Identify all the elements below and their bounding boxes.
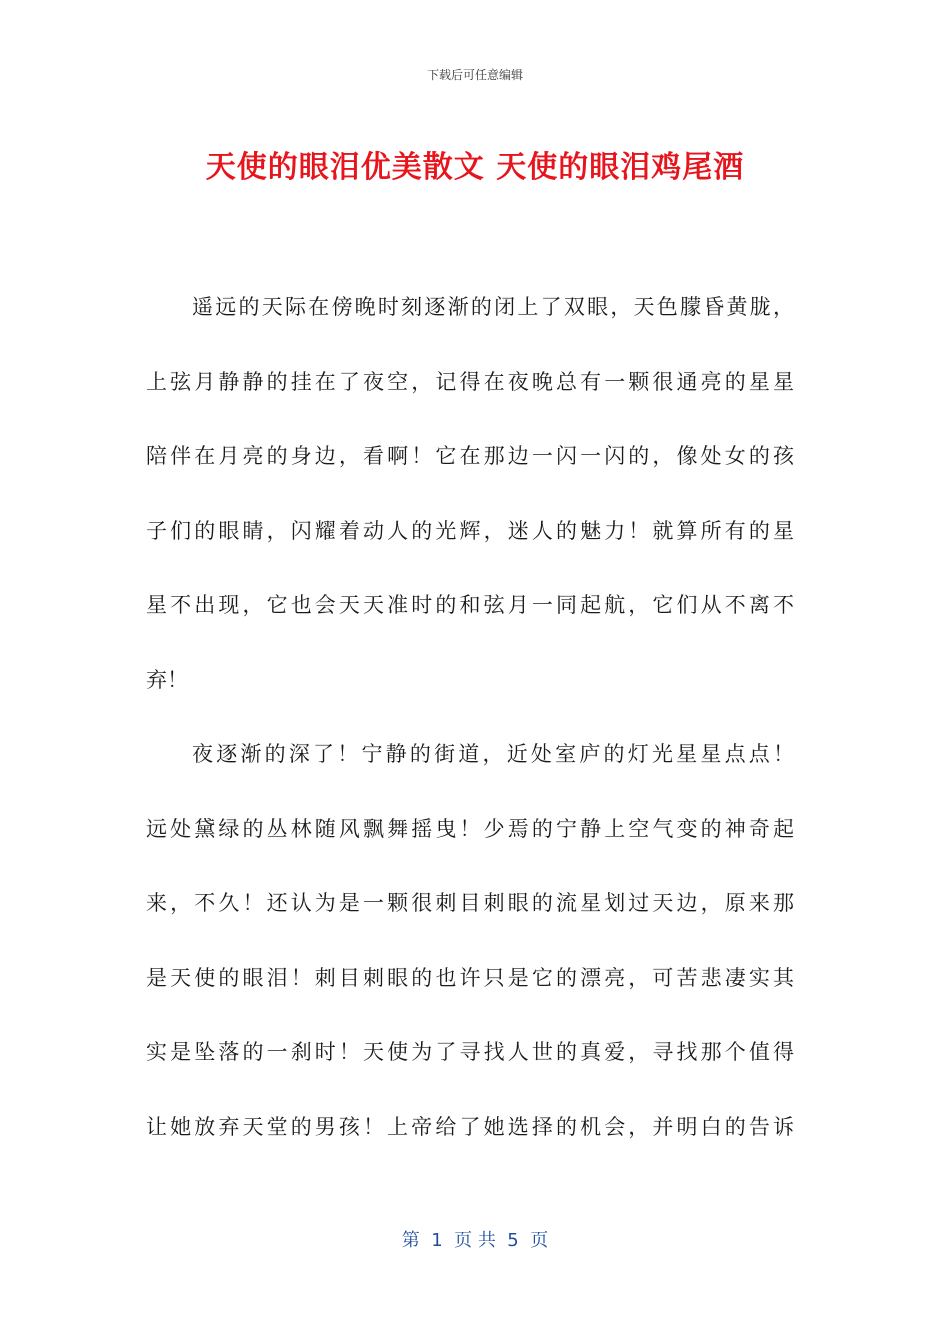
header-note: 下载后可任意编辑 [426, 68, 523, 82]
text-line: 陪伴在月亮的身边，看啊！它在那边一闪一闪的，像处女的孩 [146, 444, 794, 468]
document-body [146, 270, 794, 1164]
text-line: 弃！ [146, 667, 188, 692]
text-line: 遥远的天际在傍晚时刻逐渐的闭上了双眼，天色朦昏黄胧， [192, 295, 794, 319]
text-line: 远处黛绿的丛林随风飘舞摇曳！少焉的宁静上空气变的神奇起 [146, 816, 794, 841]
page-number: 第 1 页 共 5 页 [401, 1230, 549, 1251]
document-title: 天使的眼泪优美散文 天使的眼泪鸡尾酒 [205, 150, 745, 185]
text-line: 子们的眼睛，闪耀着动人的光辉，迷人的魅力！就算所有的星 [146, 518, 794, 543]
text-line: 星不出现，它也会天天准时的和弦月一同起航，它们从不离不 [146, 593, 794, 617]
text-line: 夜逐渐的深了！宁静的街道，近处室庐的灯光星星点点！ [192, 742, 794, 766]
text-line: 来，不久！还认为是一颗很刺目刺眼的流星划过天边，原来那 [146, 891, 794, 915]
text-line: 是天使的眼泪！刺目刺眼的也许只是它的漂亮，可苦悲凄实其 [146, 965, 794, 990]
text-line: 让她放弃天堂的男孩！上帝给了她选择的机会，并明白的告诉 [146, 1114, 794, 1139]
text-line: 上弦月静静的挂在了夜空，记得在夜晚总有一颗很通亮的星星 [146, 369, 794, 394]
text-line: 实是坠落的一刹时！天使为了寻找人世的真爱，寻找那个值得 [146, 1040, 794, 1064]
